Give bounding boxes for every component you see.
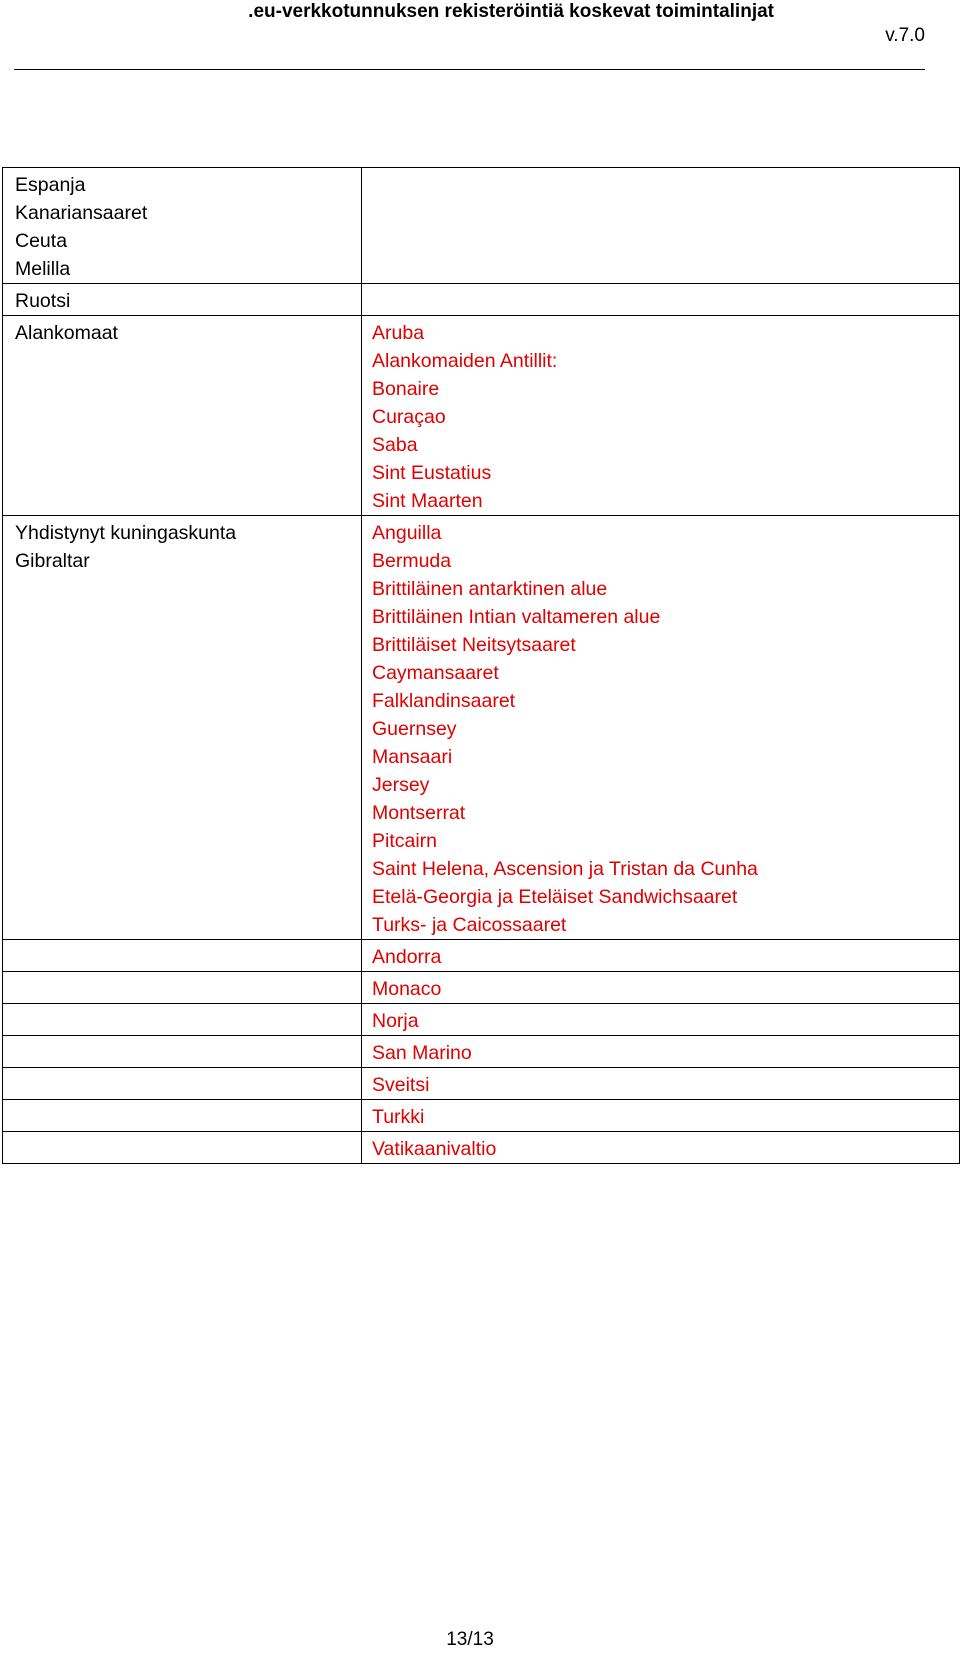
territory-name: Brittiläinen Intian valtameren alue [372, 606, 661, 628]
territory-cell [362, 284, 960, 316]
territory-name: Sint Maarten [372, 490, 483, 512]
territory-cell [362, 516, 960, 940]
member-state-cell [3, 284, 362, 316]
territory-cell [362, 972, 960, 1004]
member-state-cell [3, 1068, 362, 1100]
territory-name: Turkki [372, 1106, 425, 1128]
territory-cell [362, 1068, 960, 1100]
table-row [3, 168, 960, 284]
table-row [3, 972, 960, 1004]
territory-name: Saba [372, 434, 418, 456]
member-state-name: Gibraltar [15, 550, 90, 572]
territory-name: Pitcairn [372, 830, 438, 852]
territory-name: Andorra [372, 946, 442, 968]
territory-name: Mansaari [372, 746, 453, 768]
territory-name: Caymansaaret [372, 662, 499, 684]
territory-cell [362, 940, 960, 972]
territory-name: Norja [372, 1010, 419, 1032]
table-row [3, 1132, 960, 1164]
territory-name: Brittiläiset Neitsytsaaret [372, 634, 576, 656]
member-state-name: Ceuta [15, 230, 68, 252]
table-row [3, 1068, 960, 1100]
territory-name: Brittiläinen antarktinen alue [372, 578, 608, 600]
territory-name: Saint Helena, Ascension ja Tristan da Cunha [372, 858, 758, 880]
territory-name: San Marino [372, 1042, 472, 1064]
member-state-name: Espanja [15, 174, 86, 196]
member-state-name: Melilla [15, 258, 71, 280]
territory-name: Sveitsi [372, 1074, 430, 1096]
territory-name: Bermuda [372, 550, 452, 572]
territory-name: Guernsey [372, 718, 457, 740]
territory-name: Monaco [372, 978, 442, 1000]
document-title: .eu-verkkotunnuksen rekisteröintiä koskevat toimintalinjat [248, 1, 774, 22]
territory-name: Montserrat [372, 802, 466, 824]
page-number: 13/13 [446, 1629, 494, 1650]
member-state-name: Alankomaat [15, 322, 118, 344]
member-state-cell [3, 1100, 362, 1132]
territory-name: Bonaire [372, 378, 440, 400]
territory-cell [362, 1004, 960, 1036]
territories-table-body [3, 168, 960, 1164]
table-row [3, 284, 960, 316]
table-row [3, 316, 960, 516]
territory-name: Vatikaanivaltio [372, 1138, 497, 1160]
territory-name: Aruba [372, 322, 425, 344]
territory-cell [362, 168, 960, 284]
territory-name: Etelä-Georgia ja Eteläiset Sandwichsaaret [372, 886, 738, 908]
territory-cell [362, 1036, 960, 1068]
table-row [3, 1036, 960, 1068]
territory-name: Sint Eustatius [372, 462, 492, 484]
member-state-cell [3, 972, 362, 1004]
territories-table [2, 167, 960, 1164]
territory-cell [362, 1132, 960, 1164]
document-version: v.7.0 [885, 25, 925, 46]
header-divider [14, 69, 925, 70]
territory-name: Turks- ja Caicossaaret [372, 914, 567, 936]
territory-name: Curaçao [372, 406, 446, 428]
table-row [3, 940, 960, 972]
member-state-cell [3, 168, 362, 284]
member-state-cell [3, 1036, 362, 1068]
territory-cell [362, 1100, 960, 1132]
table-row [3, 516, 960, 940]
territory-name: Alankomaiden Antillit: [372, 350, 558, 372]
territory-cell [362, 316, 960, 516]
member-state-cell [3, 1004, 362, 1036]
territory-name: Anguilla [372, 522, 442, 544]
member-state-cell [3, 940, 362, 972]
member-state-name: Kanariansaaret [15, 202, 148, 224]
member-state-cell [3, 316, 362, 516]
member-state-cell [3, 1132, 362, 1164]
territory-name: Falklandinsaaret [372, 690, 516, 712]
member-state-name: Yhdistynyt kuningaskunta [15, 522, 237, 544]
member-state-cell [3, 516, 362, 940]
member-state-name: Ruotsi [15, 290, 71, 312]
table-row [3, 1100, 960, 1132]
table-row [3, 1004, 960, 1036]
territory-name: Jersey [372, 774, 430, 796]
